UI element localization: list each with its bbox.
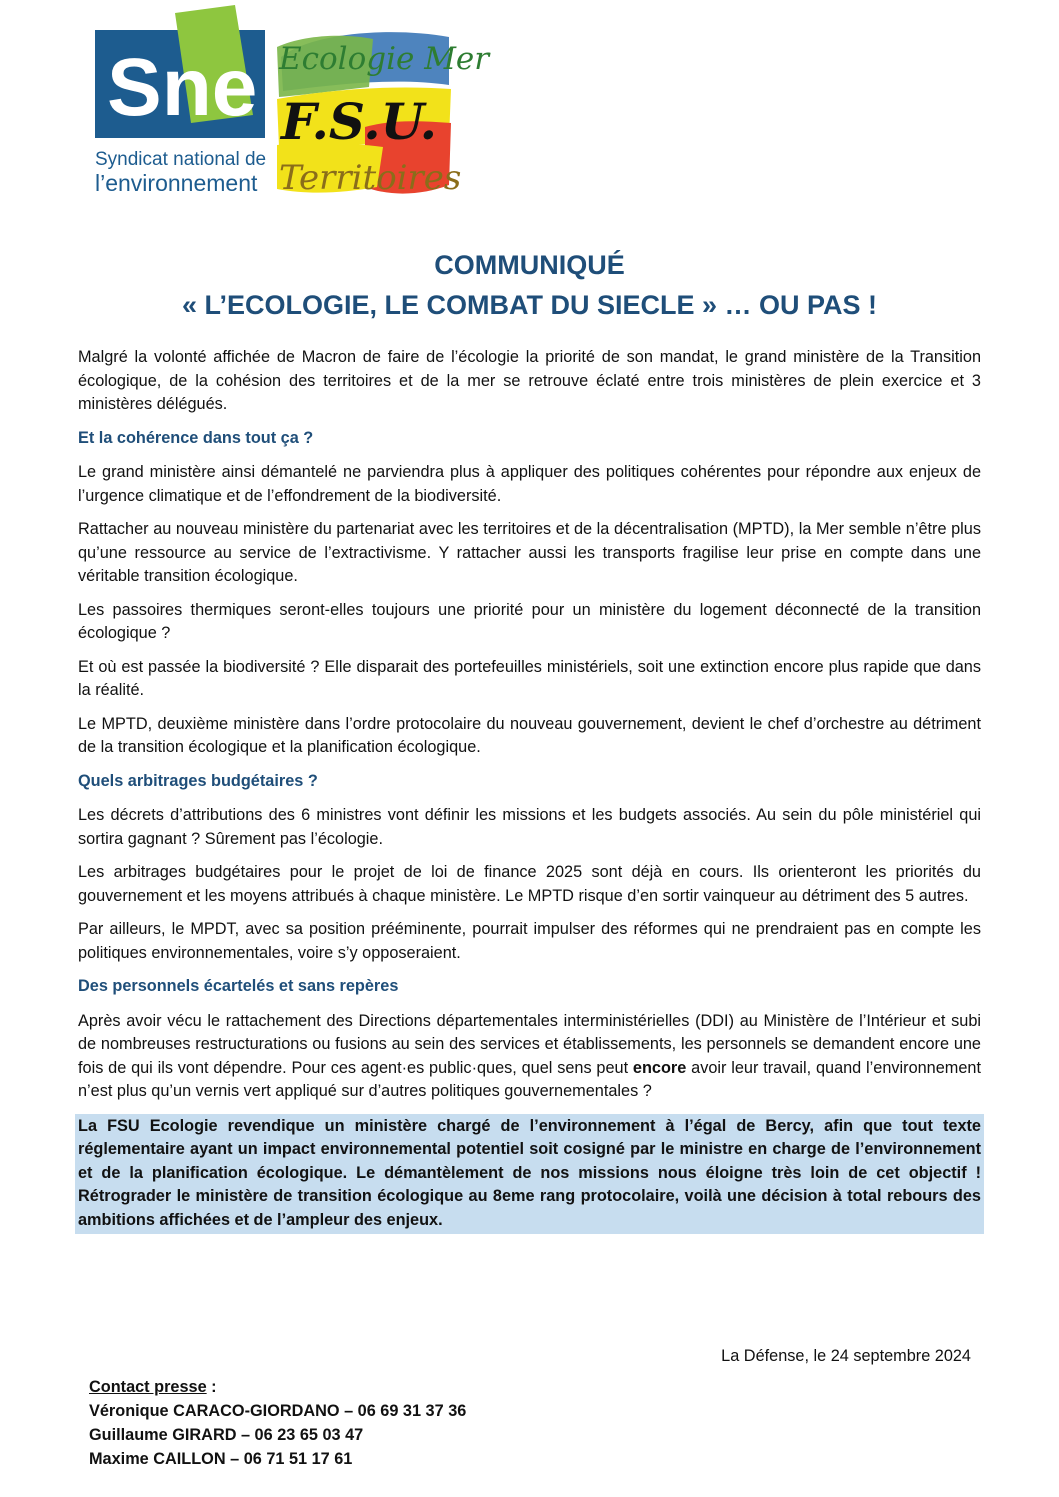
sne-logo-line2: l’environnement [95,170,258,196]
paragraph-text: Après avoir vécu le rattachement des Directions départementales interministérielles (DDI) au Ministère de l’Intérieur et subi de nombreuses restructurations ou fusions au sein des services et établissements, les personnels se demandent encore une fois de qui ils vont dépendre. Pour ces agent·es public·ques, quel sens peut [78,1011,981,1077]
document-body [78,346,981,1234]
fsu-logo-top: Ecologie Mer [279,41,490,77]
section-heading-personnel: Des personnels écartelés et sans repères [78,977,399,995]
fsu-logo [273,27,490,202]
header-logos [93,5,490,198]
date-line: La Défense, le 24 septembre 2024 [721,1347,971,1365]
paragraph: Les arbitrages budgétaires pour le projet de loi de finance 2025 sont déjà en cours. Ils orienteront les priorités du gouvernement et les moyens attribués à chaque ministère. Le MPTD risque d’en sortir vainqueur au détriment des 5 autres. [78,863,981,905]
page-subtitle: « L’ECOLOGIE, LE COMBAT DU SIECLE » … OU PAS ! [181,290,878,320]
page-title: COMMUNIQUÉ [434,250,625,280]
paragraph: Et où est passée la biodiversité ? Elle disparait des portefeuilles ministériels, soit une extinction encore plus rapide que dans la réalité. [78,657,981,699]
contact-entry: Guillaume GIRARD – 06 23 65 03 47 [89,1426,364,1444]
title-block [0,248,1059,322]
paragraph: Les décrets d’attributions des 6 ministres vont définir les missions et les budgets associés. Au sein du pôle ministériel qui sortira gagnant ? Sûrement pas l’écologie. [78,806,981,848]
sne-logo [93,5,273,197]
paragraph-text: avoir leur travail, quand l’environnement n’est plus qu’un vernis vert appliqué sur d’autres politiques gouvernementales ? [78,1058,981,1100]
emphasis-text: encore [632,1058,687,1077]
contact-label-line [89,1375,466,1399]
contact-label-suffix: : [206,1378,217,1396]
paragraph: Le MPTD, deuxième ministère dans l’ordre protocolaire du nouveau gouvernement, devient le chef d’orchestre au détriment de la transition écologique et la planification écologique. [78,714,981,756]
paragraph: Par ailleurs, le MPDT, avec sa position prééminente, pourrait impulser des réformes qui ne prendraient pas en compte les politiques environnementales, voire s’y opposeraient. [78,920,981,962]
highlighted-statement: La FSU Ecologie revendique un ministère chargé de l’environnement à l’égal de Bercy, afin que tout texte réglementaire ayant un impact environnemental potentiel soit cosigné par le ministre en charge de l’environnement et de la planification écologique. Le démantèlement de nos missions nous éloigne très loin de cet objectif ! Rétrograder le ministère de transition écologique au 8eme rang protocolaire, voilà une décision à total rebours des ambitions affichées et de l’ampleur des enjeux. [75,1114,984,1235]
fsu-logo-main: F.S.U. [281,92,438,151]
contact-entry: Maxime CAILLON – 06 71 51 17 61 [89,1450,353,1468]
contact-entry: Véronique CARACO-GIORDANO – 06 69 31 37 36 [89,1402,467,1420]
intro-paragraph: Malgré la volonté affichée de Macron de faire de l’écologie la priorité de son mandat, le grand ministère de la Transition écologique, de la cohésion des territoires et de la mer se retrouve éclaté entre trois ministères de plein exercice et 3 ministères délégués. [78,348,981,413]
sne-logo-name: Sne [107,42,258,133]
section-heading-coherence: Et la cohérence dans tout ça ? [78,428,314,447]
section-heading-budget: Quels arbitrages budgétaires ? [78,771,318,790]
paragraph: Le grand ministère ainsi démantelé ne parviendra plus à appliquer des politiques cohérentes pour répondre aux enjeux de l’urgence climatique et de l’effondrement de la biodiversité. [78,463,981,505]
press-contacts [89,1375,466,1471]
sne-logo-line1: Syndicat national de [95,149,267,170]
paragraph [78,1010,981,1104]
contact-label: Contact presse [89,1378,207,1396]
fsu-logo-bottom: Territoires [279,158,462,198]
paragraph: Les passoires thermiques seront-elles toujours une priorité pour un ministère du logement déconnecté de la transition écologique ? [78,600,981,642]
paragraph: Rattacher au nouveau ministère du partenariat avec les territoires et de la décentralisation (MPTD), la Mer semble n’être plus qu’une ressource au service de l’extractivisme. Y rattacher aussi les transports fragilise leur prise en compte dans une véritable transition écologique. [78,520,981,585]
